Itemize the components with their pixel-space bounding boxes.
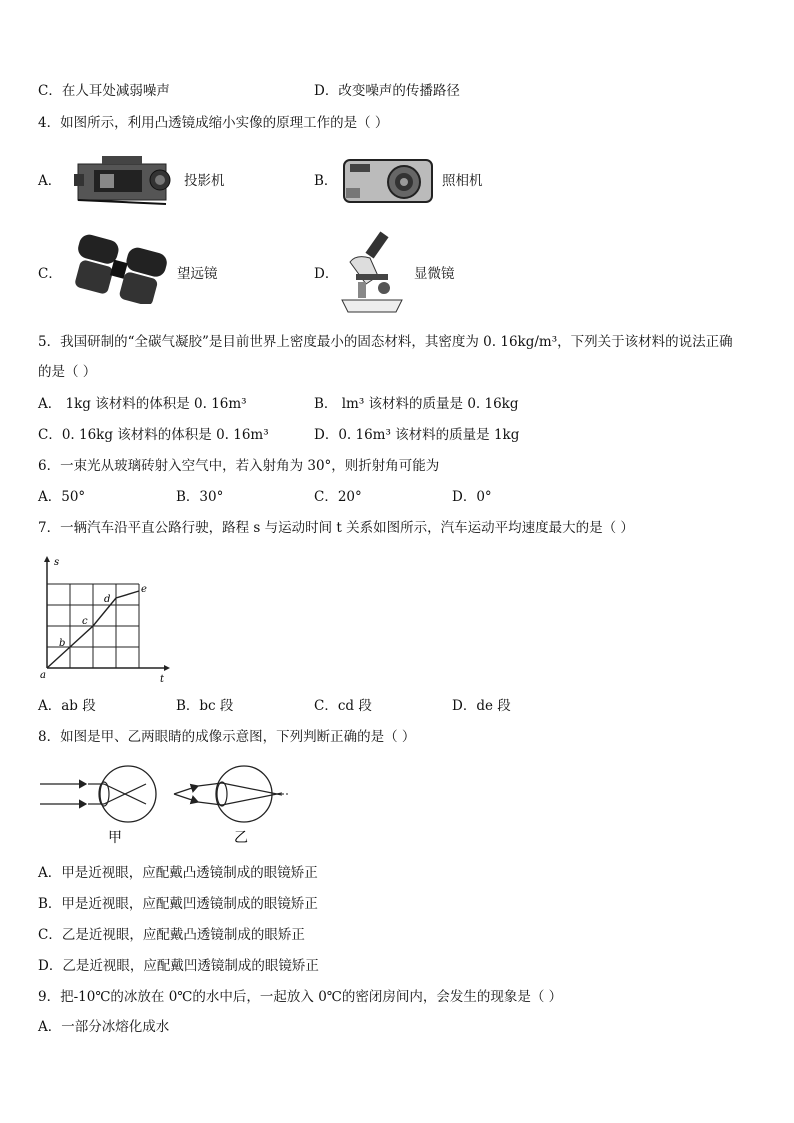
q8-option-d: D．乙是近视眼，应配戴凹透镜制成的眼镜矫正: [38, 958, 319, 974]
y-axis-label: s: [54, 557, 60, 568]
q8-stem: 8．如图是甲、乙两眼睛的成像示意图，下列判断正确的是（ ）: [38, 729, 416, 745]
eye-jia: [40, 766, 156, 822]
q5-option-c: C．0. 16kg 该材料的体积是 0. 16m³: [38, 427, 269, 443]
q3-option-d: D．改变噪声的传播路径: [314, 83, 460, 99]
q3-option-c: C．在人耳处减弱噪声: [38, 83, 170, 99]
point-c-label: c: [82, 616, 88, 627]
q7-option-b: B．bc 段: [176, 698, 234, 714]
projector-image: [72, 152, 182, 210]
q5-stem-line1: 5．我国研制的“全碳气凝胶”是目前世界上密度最小的固态材料，其密度为 0. 16kg/m³，下列关于该材料的说法正确: [38, 334, 733, 350]
q7-option-d: D．de 段: [452, 698, 511, 714]
q7-option-a: A．ab 段: [38, 698, 96, 714]
q4-option-a-label: 投影机: [184, 173, 225, 189]
q8-option-a: A．甲是近视眼，应配戴凸透镜制成的眼镜矫正: [38, 865, 318, 881]
q9-stem: 9．把-10℃的冰放在 0℃的水中后，一起放入 0℃的密闭房间内，会发生的现象是（ ）: [38, 989, 563, 1005]
eye-yi: [174, 766, 290, 822]
q7-option-c: C．cd 段: [314, 698, 372, 714]
q4-option-b-label: 照相机: [442, 173, 483, 189]
q6-option-b: B．30°: [176, 489, 224, 505]
q4-stem: 4．如图所示，利用凸透镜成缩小实像的原理工作的是（ ）: [38, 115, 389, 131]
q5-option-a: A． 1kg 该材料的体积是 0. 16m³: [38, 396, 247, 412]
camera-image: [340, 154, 436, 206]
q5-option-d: D．0. 16m³ 该材料的质量是 1kg: [314, 427, 520, 443]
q6-option-a: A．50°: [38, 489, 86, 505]
q9-option-a: A．一部分冰熔化成水: [38, 1019, 170, 1035]
x-axis-label: t: [160, 674, 165, 684]
point-b-label: b: [59, 638, 66, 649]
q6-option-d: D．0°: [452, 489, 492, 505]
eye-yi-label: 乙: [234, 830, 248, 846]
q4-option-b-letter: B．: [314, 173, 338, 189]
binoculars-image: [66, 234, 178, 304]
eye-diagram: [36, 764, 302, 846]
q4-option-c-letter: C．: [38, 266, 62, 282]
q8-option-b: B．甲是近视眼，应配戴凹透镜制成的眼镜矫正: [38, 896, 318, 912]
point-e-label: e: [141, 584, 147, 595]
q6-option-c: C．20°: [314, 489, 362, 505]
point-a-label: a: [40, 670, 46, 681]
eye-jia-label: 甲: [108, 830, 122, 846]
q7-stem: 7．一辆汽车沿平直公路行驶，路程 s 与运动时间 t 关系如图所示，汽车运动平均速度最大的是（ ）: [38, 520, 634, 536]
q6-stem: 6．一束光从玻璃砖射入空气中，若入射角为 30°，则折射角可能为: [38, 458, 440, 474]
q4-option-c-label: 望远镜: [177, 266, 218, 282]
q5-option-b: B． lm³ 该材料的质量是 0. 16kg: [314, 396, 519, 412]
st-graph: [36, 554, 172, 684]
microscope-image: [336, 228, 412, 316]
point-d-label: d: [104, 594, 111, 605]
q4-option-d-letter: D．: [314, 266, 339, 282]
q5-stem-line2: 的是（ ）: [38, 364, 97, 380]
q4-option-a-letter: A．: [38, 173, 62, 189]
q8-option-c: C．乙是近视眼，应配戴凸透镜制成的眼矫正: [38, 927, 305, 943]
q4-option-d-label: 显微镜: [414, 266, 455, 282]
